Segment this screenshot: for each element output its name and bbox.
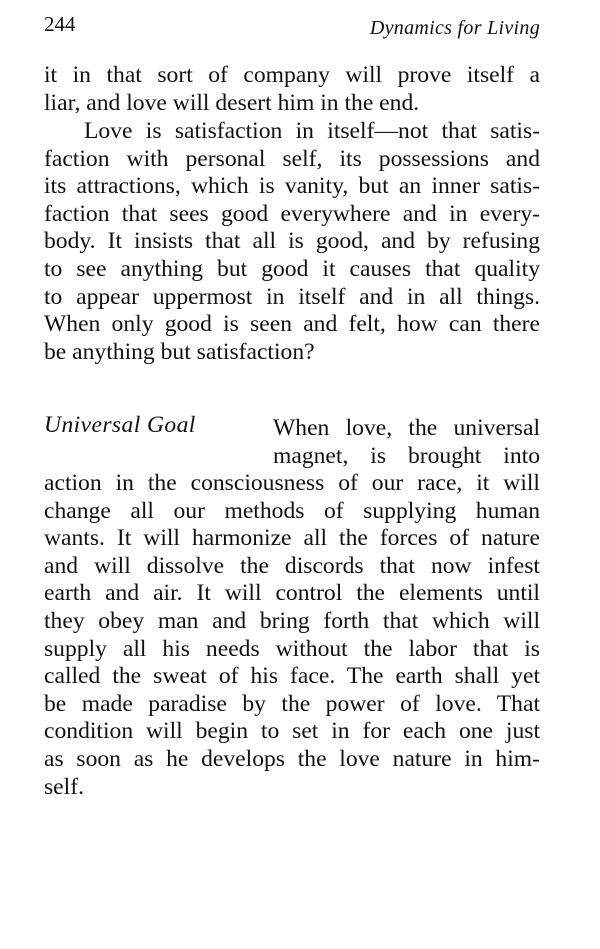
- paragraph-continued: [44, 62, 540, 117]
- text-line: it in that sort of company will prove itself a: [44, 62, 540, 88]
- text-line: called the sweat of his face. The earth shall yet: [44, 663, 540, 690]
- paragraph-universal-goal: [44, 470, 540, 801]
- text-line: faction that sees good everywhere and in every-: [44, 200, 540, 227]
- text-line: change all our methods of supplying human: [44, 497, 540, 524]
- text-line: its attractions, which is vanity, but an inner satis-: [44, 173, 540, 200]
- section-side-text: [273, 415, 540, 470]
- text-line: and will dissolve the discords that now infest: [44, 552, 540, 579]
- text-line: action in the consciousness of our race, it will: [44, 470, 540, 496]
- text-line: faction with personal self, its possessions and: [44, 145, 540, 172]
- text-line: they obey man and bring forth that which will: [44, 607, 540, 634]
- text-line: earth and air. It will control the elements until: [44, 580, 540, 607]
- page-number: 244: [44, 12, 76, 36]
- text-line: When love, the universal: [273, 415, 540, 441]
- text-line: be anything but satisfaction?: [44, 338, 315, 365]
- paragraph-love-satisfaction: [44, 118, 540, 366]
- running-title: Dynamics for Living: [369, 17, 540, 39]
- text-line: condition will begin to set in for each one just: [44, 718, 540, 745]
- section-opening: [44, 412, 540, 468]
- text-line: supply all his needs without the labor that is: [44, 635, 540, 662]
- text-line: wants. It will harmonize all the forces of nature: [44, 525, 540, 552]
- text-line: to see anything but good it causes that quality: [44, 255, 540, 282]
- text-line: as soon as he develops the love nature in him-: [44, 745, 540, 772]
- text-line: Love is satisfaction in itself—not that satis-: [84, 118, 540, 144]
- text-line: liar, and love will desert him in the end.: [44, 89, 420, 116]
- text-line: to appear uppermost in itself and in all things.: [44, 283, 540, 310]
- text-line: magnet, is brought into: [273, 442, 540, 469]
- section-heading: Universal Goal: [44, 412, 196, 438]
- text-line: be made paradise by the power of love. That: [44, 690, 540, 717]
- text-line: When only good is seen and felt, how can there: [44, 311, 540, 338]
- text-line: self.: [44, 773, 84, 800]
- text-line: body. It insists that all is good, and by refusing: [44, 228, 540, 255]
